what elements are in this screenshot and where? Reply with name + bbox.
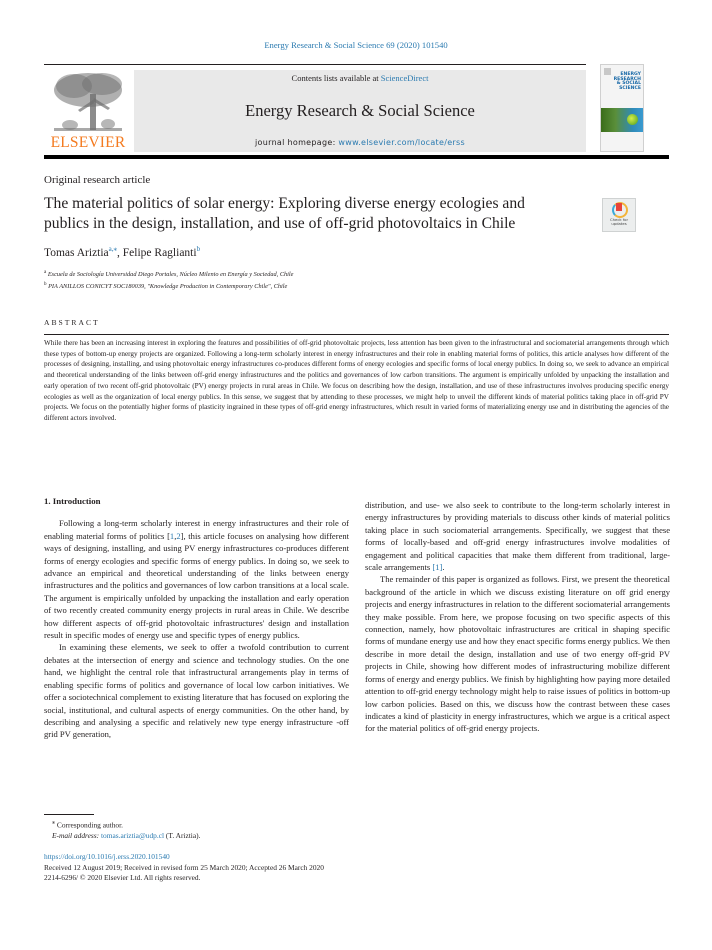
journal-cover-thumbnail[interactable] <box>600 64 644 152</box>
article-type: Original research article <box>44 174 151 186</box>
contents-availability: Contents lists available at ScienceDirect <box>291 73 429 83</box>
journal-homepage: journal homepage: www.elsevier.com/locate/erss <box>255 138 465 147</box>
journal-masthead <box>134 70 586 152</box>
elsevier-logo[interactable] <box>44 70 132 152</box>
author-affiliation-mark[interactable]: b <box>196 245 201 253</box>
author-email-link[interactable]: tomas.ariztia@udp.cl <box>101 830 165 840</box>
body-column-left <box>44 495 349 741</box>
paragraph: The remainder of this paper is organized as follows. First, we present the theoretical background of the article in which we discuss existing literature on off grid energy projects and energy infrastructures in relation to the different sociomaterial arrangements they make possible. From here, we propose focusing on two specific aspects of this connection, namely, how photovoltaic infrastructures are critical in shaping specific forms of mundane energy use and how they enact specific forms energy publics. We then describe in more detail the design, installation and use of two energy off-grid PV projects in Chile, showing how different modes of infrastructuring mobilize different forms of energy and energy publics. We finish by highlighting how paying more detailed attention to off-grid energy technology might help to raise issues of politics in bottom-up low carbon policies. Based on this, we discuss how the contrast between these cases indicates a kind of plasticity in energy infrastructures, which we argue is a critical aspect for the material politics of off-grid energy projects. <box>365 574 670 734</box>
doi-link[interactable]: https://doi.org/10.1016/j.erss.2020.101540 <box>44 852 170 861</box>
cover-title: ENERGY RESEARCH & SOCIAL SCIENCE <box>613 72 641 91</box>
abstract-rule <box>44 334 669 335</box>
article-footer <box>44 852 324 884</box>
sciencedirect-link[interactable]: ScienceDirect <box>380 73 429 83</box>
affiliation-item: $^a$ Escuela de Sociología Universidad Diego Portales, Núcleo Milenio en Energía y Sociedad, Chile <box>44 270 294 279</box>
running-head-citation[interactable]: Energy Research & Social Science 69 (2020) 101540 <box>264 40 448 50</box>
abstract-heading: ABSTRACT <box>44 318 100 327</box>
paragraph: In examining these elements, we seek to offer a twofold contribution to current debates at the intersection of energy and science and technology studies. On the one hand, we highlight the central role that infrastructural arrangements play in terms of enabling specific forms of politics and governance of local low carbon initiatives. We offer a sociotechnical complement to existing literature that has focused on exploring the social, institutional, and cultural aspects of energy communities. On the other hand, by describing and analysing a specific and relatively new type energy infrastructure -off grid PV generation, <box>44 642 349 740</box>
author-name[interactable]: Felipe Raglianti <box>122 246 197 259</box>
elsevier-tree-icon <box>50 70 126 136</box>
article-history: Received 12 August 2019; Received in revised form 25 March 2020; Accepted 26 March 2020 <box>44 862 324 872</box>
corresponding-author-note: ⁎ Corresponding author. <box>52 820 124 830</box>
citation-link[interactable]: [1] <box>432 562 443 573</box>
footnote-rule <box>44 814 94 815</box>
abstract-body: While there has been an increasing interest in exploring the features and possibilities of off-grid photovoltaic projects, less attention has been given to the infrastructural and sociomaterial arrangements through which these types of bottom-up energy projects are organized. Following a long-term scholarly interest in energy infrastructures and their role in enabling material forms of politics, this article analyses how different of the processes of designing, installing, and using photovoltaic energy infrastructures co-produces different forms of energy ecologies and specific forms of local energy publics. In doing so, we seek to advance an empirical and theoretical understanding of the links between off-grid energy infrastructures and the politics and governances of low carbon transitions. The argument is empirically unfolded by unpacking the installation and early operation of two recent off-grid photovoltaic (PV) energy projects in rural areas in Chile. We focus on describing how the design, installation, and use of these infrastructures involves producing specific energy ecologies as well as the organization of local energy publics. In this sense, we suggest that by attending to these processes, we might help to unveil the different kinds of material politics taking place in off-grid PV projects. We focus on the potentially higher forms of plasticity ingrained in these types of off-grid energy infrastructures, which result in varied forms of materializing energy use and in distributing the agencies of the different actors involved. <box>44 339 669 422</box>
article-title: The material politics of solar energy: Exploring diverse energy ecologies and publics in the design, installation, and use of off-grid photovoltaics in Chile <box>44 195 525 232</box>
check-for-updates-button[interactable]: Check for updates <box>602 198 636 232</box>
citation-link[interactable]: 1 <box>169 530 175 541</box>
masthead-bottom-rule <box>44 155 669 159</box>
paragraph: Following a long-term scholarly interest in energy infrastructures and their role of enabling material forms of politics [1,2], this article focuses on analysing how different ways of designing, installing, and using PV energy infrastructures co-produces different forms of energy ecologies and specific forms of energy publics. In doing so, we seek to advance an empirical and theoretical understanding of the links between energy infrastructures and the politics and governances of low carbon transitions at a local scale. The argument is empirically unfolded by unpacking the installation and early operation of two recently created community energy projects in rural areas in Chile. We describe how different aspects of off-grid photovoltaic infrastructures' design and installation result in specific modes of energy use and specific types of energy publics. <box>44 518 350 641</box>
author-affiliation-mark[interactable]: a,⁎ <box>108 245 118 253</box>
author-name[interactable]: Tomas Ariztia <box>44 246 109 259</box>
journal-title: Energy Research & Social Science <box>245 101 475 120</box>
citation-link[interactable]: 2 <box>176 530 181 541</box>
section-heading-introduction: 1. Introduction <box>44 496 101 506</box>
cover-publisher-icon <box>604 68 611 75</box>
crossmark-bookmark-icon <box>616 203 622 211</box>
footnotes <box>52 818 200 841</box>
cover-globe-icon <box>627 114 638 125</box>
author-list: Tomas Ariztia$^{a,⁎}$, Felipe Raglianti$^b$ <box>44 245 201 259</box>
paragraph-continued: distribution, and use- we also seek to contribute to the long-term scholarly interest in energy infrastructures by providing materials to discuss other kinds of material politics taking place in such sociomaterial arrangements. Specifically, we suggest that these forms of locally-based and off-grid energy infrastructures involve modalities of engagement and political capacities that make them different from traditional, large-scale arrangements [1]. <box>365 500 670 573</box>
email-note: E-mail address: tomas.ariztia@udp.cl (T. Ariztia). <box>52 830 201 840</box>
elsevier-wordmark: ELSEVIER <box>50 134 126 151</box>
copyright-notice: 2214-6296/ © 2020 Elsevier Ltd. All rights reserved. <box>44 873 201 883</box>
journal-homepage-link[interactable]: www.elsevier.com/locate/erss <box>338 138 465 147</box>
affiliations <box>44 268 293 291</box>
masthead-top-rule <box>44 64 586 65</box>
body-column-right <box>365 499 670 735</box>
affiliation-item: $^b$ PIA ANILLOS CONICYT SOC180039, "Knowledge Production in Contemporary Chile", Chile <box>44 281 288 290</box>
